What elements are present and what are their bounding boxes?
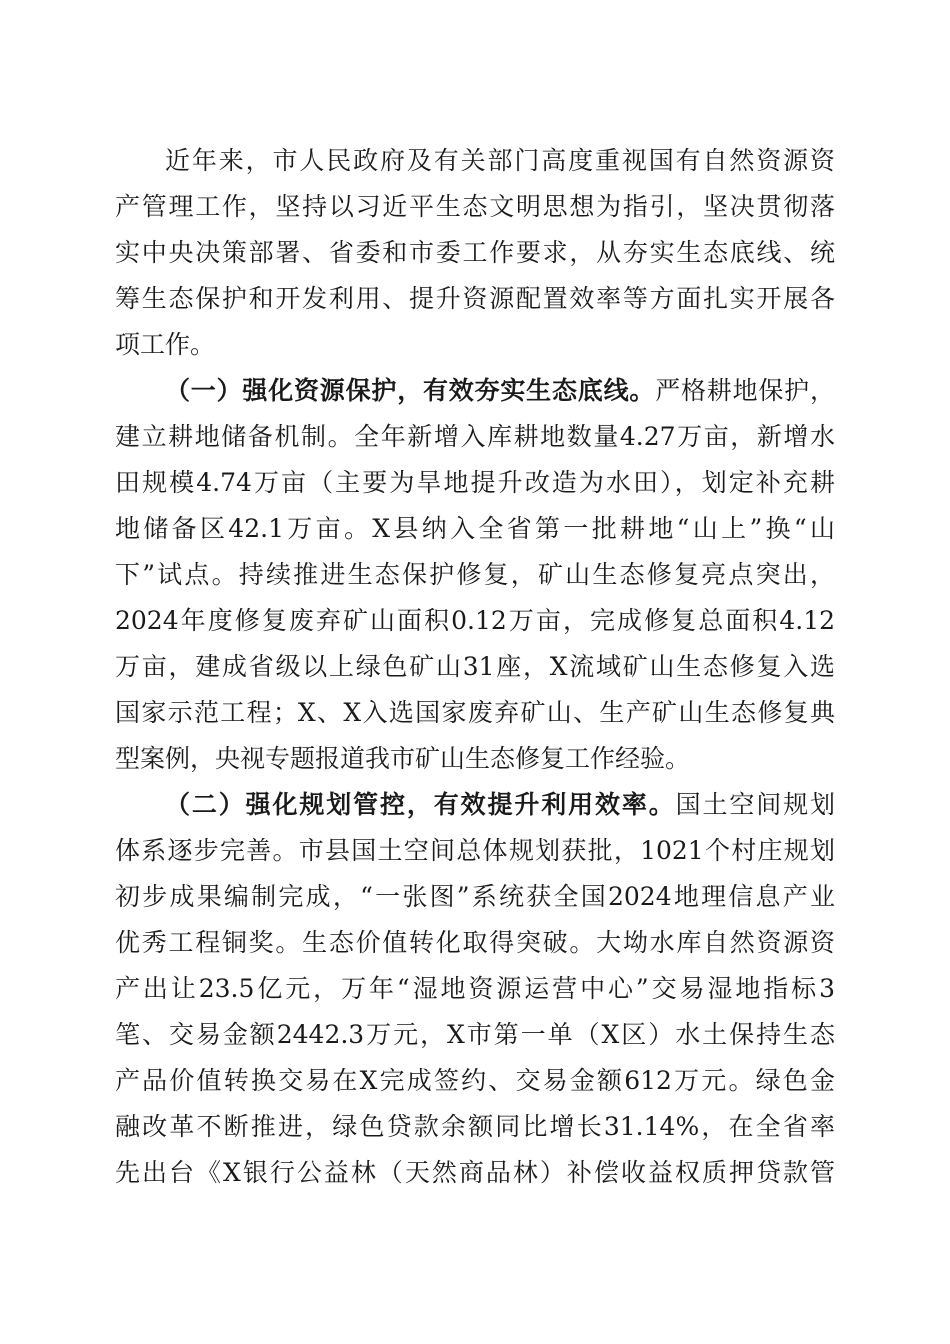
- text-line: 万亩，建成省级以上绿色矿山31座，X流域矿山生态修复入选: [115, 652, 835, 681]
- text-line: 国家示范工程；X、X入选国家废弃矿山、生产矿山生态修复典: [115, 698, 835, 727]
- text-line: 地储备区42.1万亩。X县纳入全省第一批耕地“山上”换“山: [115, 514, 835, 543]
- text-line: 田规模4.74万亩（主要为旱地提升改造为水田），划定补充耕: [115, 468, 835, 497]
- text-line: 融改革不断推进，绿色贷款余额同比增长31.14%，在全省率: [115, 1112, 835, 1141]
- text-span: 严格耕地保护，: [655, 376, 835, 405]
- text-line: [115, 782, 835, 828]
- text-line: 2024年度修复废弃矿山面积0.12万亩，完成修复总面积4.12: [115, 606, 835, 635]
- section-heading: （一）强化资源保护，有效夯实生态底线。: [165, 376, 656, 405]
- text-line: 实中央决策部署、省委和市委工作要求，从夯实生态底线、统: [115, 238, 835, 267]
- text-line: 产品价值转换交易在X完成签约、交易金额612万元。绿色金: [115, 1066, 835, 1095]
- text-line: 下”试点。持续推进生态保护修复，矿山生态修复亮点突出，: [115, 560, 835, 589]
- paragraph-intro: [115, 138, 835, 368]
- text-line: 建立耕地储备机制。全年新增入库耕地数量4.27万亩，新增水: [115, 422, 835, 451]
- text-line: 初步成果编制完成，“一张图”系统获全国2024地理信息产业: [115, 882, 835, 911]
- text-line: 笔、交易金额2442.3万元，X市第一单（X区）水土保持生态: [115, 1020, 835, 1049]
- paragraph-resource-protection: [115, 368, 835, 782]
- text-line: 近年来，市人民政府及有关部门高度重视国有自然资源资: [165, 146, 835, 175]
- text-line: 项工作。: [115, 330, 216, 359]
- text-line: 型案例，央视专题报道我市矿山生态修复工作经验。: [115, 744, 691, 773]
- text-line: 筹生态保护和开发利用、提升资源配置效率等方面扎实开展各: [115, 284, 835, 313]
- text-line: 产管理工作，坚持以习近平生态文明思想为指引，坚决贯彻落: [115, 192, 835, 221]
- text-line: [115, 368, 835, 414]
- text-line: 体系逐步完善。市县国土空间总体规划获批，1021个村庄规划: [115, 836, 835, 865]
- text-line: 先出台《X银行公益林（天然商品林）补偿收益权质押贷款管: [115, 1158, 835, 1187]
- section-heading: （二）强化规划管控，有效提升利用效率。: [165, 790, 676, 819]
- text-line: 优秀工程铜奖。生态价值转化取得突破。大坳水库自然资源资: [115, 928, 835, 957]
- paragraph-planning-control: [115, 782, 835, 1196]
- text-line: 产出让23.5亿元，万年“湿地资源运营中心”交易湿地指标3: [115, 974, 835, 1003]
- text-span: 国土空间规划: [675, 790, 835, 819]
- document-body: [115, 138, 835, 1196]
